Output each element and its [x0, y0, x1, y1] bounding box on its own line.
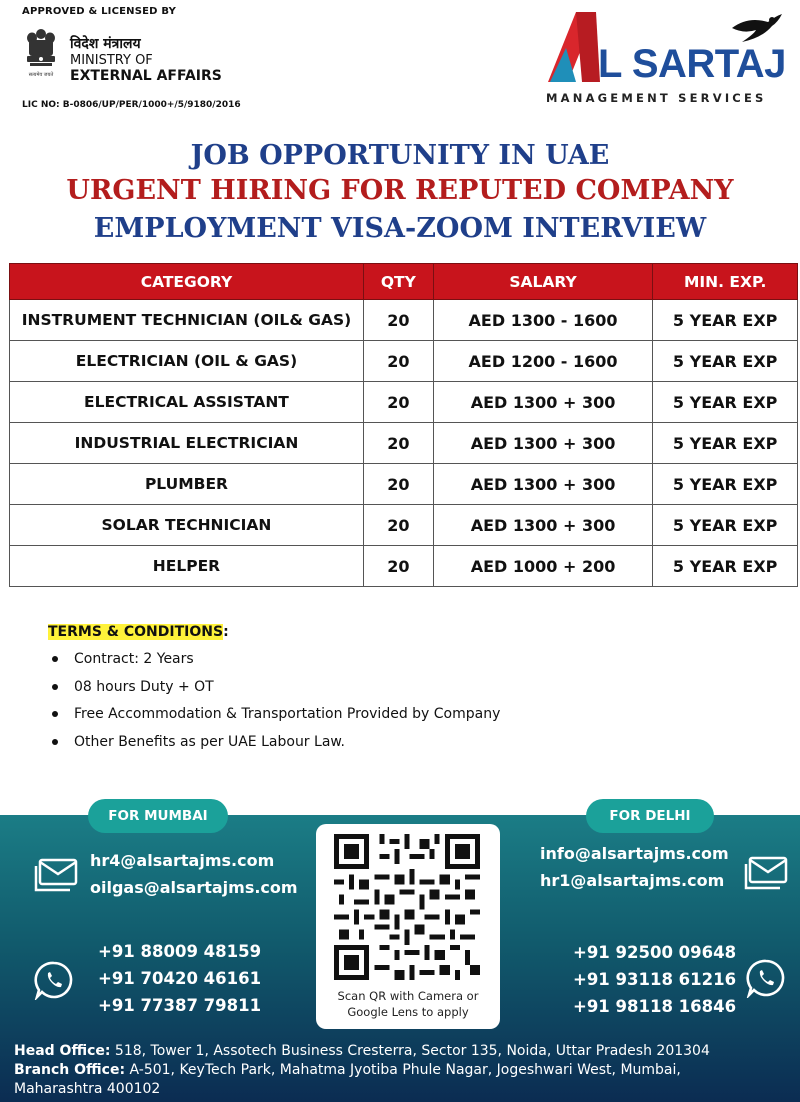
cell-category: ELECTRICAL ASSISTANT: [10, 382, 364, 423]
list-item: Free Accommodation & Transportation Provided by Company: [50, 704, 500, 732]
cell-category: INDUSTRIAL ELECTRICIAN: [10, 423, 364, 464]
cell-category: HELPER: [10, 546, 364, 587]
qr-caption-line1: Scan QR with Camera or: [337, 989, 479, 1003]
cell-salary: AED 1300 + 300: [433, 505, 653, 546]
cell-experience: 5 YEAR EXP: [653, 546, 798, 587]
cell-experience: 5 YEAR EXP: [653, 341, 798, 382]
cell-qty: 20: [363, 341, 433, 382]
table-row: [10, 300, 798, 341]
cell-salary: AED 1300 + 300: [433, 464, 653, 505]
mumbai-phone-1[interactable]: +91 88009 48159: [98, 942, 262, 961]
list-item: 08 hours Duty + OT: [50, 677, 500, 705]
cell-category: SOLAR TECHNICIAN: [10, 505, 364, 546]
table-row: [10, 382, 798, 423]
branch-office-address: A-501, KeyTech Park, Mahatma Jyotiba Phule Nagar, Jogeshwari West, Mumbai,: [129, 1062, 681, 1078]
whatsapp-icon: [746, 958, 786, 998]
whatsapp-icon: [34, 960, 74, 1000]
qr-code[interactable]: [334, 834, 480, 980]
cell-salary: AED 1200 - 1600: [433, 341, 653, 382]
cell-qty: 20: [363, 300, 433, 341]
branch-office: [14, 1062, 681, 1079]
logo-subtitle: MANAGEMENT SERVICES: [546, 91, 767, 105]
mumbai-email-2[interactable]: oilgas@alsartajms.com: [90, 878, 298, 897]
cell-qty: 20: [363, 464, 433, 505]
cell-experience: 5 YEAR EXP: [653, 423, 798, 464]
cell-salary: AED 1000 + 200: [433, 546, 653, 587]
for-mumbai-badge: FOR MUMBAI: [88, 799, 228, 833]
cell-experience: 5 YEAR EXP: [653, 382, 798, 423]
qr-caption: [318, 988, 498, 1020]
bird-icon: [728, 12, 784, 46]
head-office-address: 518, Tower 1, Assotech Business Cresterra, Sector 135, Noida, Uttar Pradesh 201304: [114, 1043, 710, 1059]
cell-experience: 5 YEAR EXP: [653, 464, 798, 505]
jobs-table: [9, 263, 798, 587]
table-row: [10, 423, 798, 464]
approved-label: APPROVED & LICENSED BY: [22, 6, 177, 17]
delhi-email-1[interactable]: info@alsartajms.com: [540, 844, 729, 863]
head-office-label: Head Office:: [14, 1043, 111, 1059]
ministry-hindi: विदेश मंत्रालय: [70, 36, 141, 52]
ministry-line2: EXTERNAL AFFAIRS: [70, 68, 222, 84]
headline-urgent-hiring: URGENT HIRING FOR REPUTED COMPANY: [66, 175, 734, 206]
qr-caption-line2: Google Lens to apply: [347, 1005, 469, 1019]
for-delhi-badge: FOR DELHI: [586, 799, 714, 833]
branch-office-cont: Maharashtra 400102: [14, 1081, 161, 1097]
cell-salary: AED 1300 + 300: [433, 382, 653, 423]
cell-category: PLUMBER: [10, 464, 364, 505]
delhi-phone-1[interactable]: +91 92500 09648: [573, 943, 737, 962]
table-row: [10, 341, 798, 382]
cell-salary: AED 1300 - 1600: [433, 300, 653, 341]
head-office: [14, 1043, 710, 1060]
cell-qty: 20: [363, 423, 433, 464]
header-qty: QTY: [363, 264, 433, 300]
delhi-phone-3[interactable]: +91 98118 16846: [573, 997, 737, 1016]
cell-qty: 20: [363, 505, 433, 546]
mail-icon: [34, 858, 78, 892]
headline-employment-visa: EMPLOYMENT VISA-ZOOM INTERVIEW: [93, 213, 707, 244]
cell-category: INSTRUMENT TECHNICIAN (OIL& GAS): [10, 300, 364, 341]
mumbai-phone-3[interactable]: +91 77387 79811: [98, 996, 262, 1015]
terms-heading: TERMS & CONDITIONS:: [48, 624, 229, 640]
cell-experience: 5 YEAR EXP: [653, 505, 798, 546]
delhi-email-2[interactable]: hr1@alsartajms.com: [540, 871, 725, 890]
header-min-exp: MIN. EXP.: [653, 264, 798, 300]
license-number: LIC NO: B-0806/UP/PER/1000+/5/9180/2016: [22, 100, 241, 110]
table-row: [10, 464, 798, 505]
cell-qty: 20: [363, 382, 433, 423]
logo-text: L SARTAJ: [598, 42, 786, 86]
terms-list: [50, 649, 500, 759]
ministry-line1: MINISTRY OF: [70, 53, 153, 68]
table-row: [10, 505, 798, 546]
state-emblem-icon: [24, 26, 58, 84]
cell-salary: AED 1300 + 300: [433, 423, 653, 464]
table-header-row: [10, 264, 798, 300]
cell-experience: 5 YEAR EXP: [653, 300, 798, 341]
list-item: Contract: 2 Years: [50, 649, 500, 677]
mail-icon: [744, 856, 788, 890]
branch-office-label: Branch Office:: [14, 1062, 126, 1078]
cell-qty: 20: [363, 546, 433, 587]
mumbai-email-1[interactable]: hr4@alsartajms.com: [90, 851, 275, 870]
list-item: Other Benefits as per UAE Labour Law.: [50, 732, 500, 760]
header-category: CATEGORY: [10, 264, 364, 300]
table-row: [10, 546, 798, 587]
mumbai-phone-2[interactable]: +91 70420 46161: [98, 969, 262, 988]
terms-title: TERMS & CONDITIONS: [48, 624, 224, 640]
cell-category: ELECTRICIAN (OIL & GAS): [10, 341, 364, 382]
delhi-phone-2[interactable]: +91 93118 61216: [573, 970, 737, 989]
header-salary: SALARY: [433, 264, 653, 300]
svg-text:सत्यमेव जयते: सत्यमेव जयते: [28, 72, 54, 78]
headline-job-opportunity: JOB OPPORTUNITY IN UAE: [190, 140, 610, 171]
